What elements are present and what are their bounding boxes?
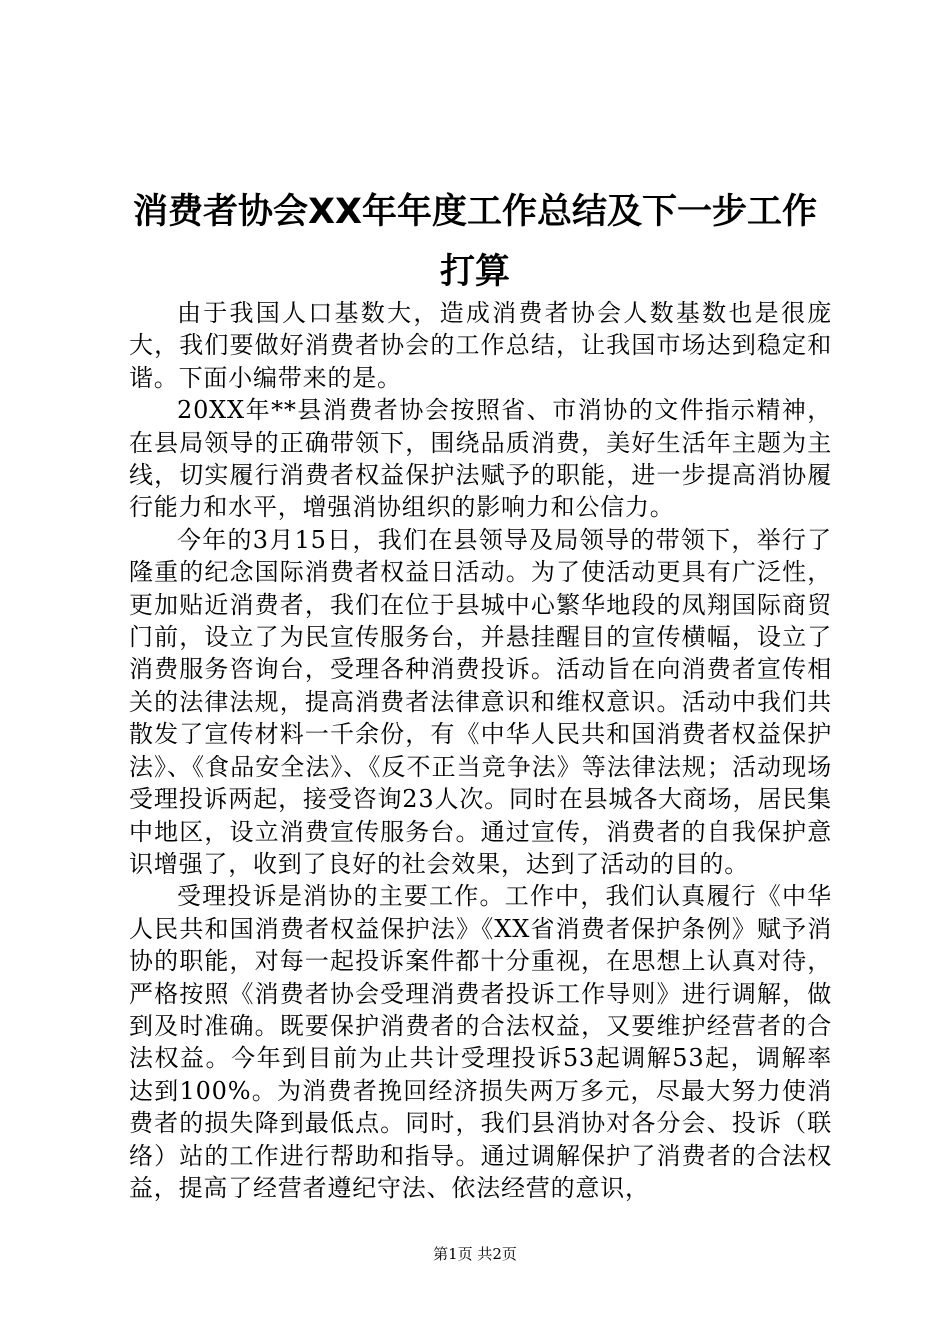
document-body xyxy=(129,297,832,1204)
paragraph-intro: 由于我国人口基数大，造成消费者协会人数基数也是很庞大，我们要做好消费者协会的工作总结，让我国市场达到稳定和谐。下面小编带来的是。 xyxy=(129,299,832,392)
paragraph-march-15: 今年的3月15日，我们在县领导及局领导的带领下，举行了隆重的纪念国际消费者权益日活动。为了使活动更具有广泛性，更加贴近消费者，我们在位于县城中心繁华地段的凤翔国际商贸门前，设立了为民宣传服务台，并悬挂醒目的宣传横幅，设立了消费服务咨询台，受理各种消费投诉。活动旨在向消费者宣传相关的法律法规，提高消费者法律意识和维权意识。活动中我们共散发了宣传材料一千余份，有《中华人民共和国消费者权益保护法》、《食品安全法》、《反不正当竞争法》等法律法规；活动现场受理投诉两起，接受咨询23人次。同时在县城各大商场，居民集中地区，设立消费宣传服务台。通过宣传，消费者的自我保护意识增强了，收到了良好的社会效果，达到了活动的目的。 xyxy=(129,525,832,878)
title-line-1: 消费者协会XX年年度工作总结及下一步工作 xyxy=(133,192,817,232)
paragraph-overview: 20XX年**县消费者协会按照省、市消协的文件指示精神，在县局领导的正确带领下，围绕品质消费，美好生活年主题为主线，切实履行消费者权益保护法赋予的职能，进一步提高消协履行能力和水平，增强消协组织的影响力和公信力。 xyxy=(129,396,832,522)
title-line-2: 打算 xyxy=(439,252,510,292)
paragraph-complaints: 受理投诉是消协的主要工作。工作中，我们认真履行《中华人民共和国消费者权益保护法》《XX省消费者保护条例》赋予消协的职能，对每一起投诉案件都十分重视，在思想上认真对待，严格按照《消费者协会受理消费者投诉工作导则》进行调解，做到及时准确。既要保护消费者的合法权益，又要维护经营者的合法权益。今年到目前为止共计受理投诉53起调解53起，调解率达到100%。为消费者挽回经济损失两万多元，尽最大努力使消费者的损失降到最低点。同时，我们县消协对各分会、投诉（联络）站的工作进行帮助和指导。通过调解保护了消费者的合法权益，提高了经营者遵纪守法、依法经营的意识， xyxy=(129,882,832,1202)
page-footer: 第1页 共2页 xyxy=(433,1245,517,1263)
document-title xyxy=(100,182,850,302)
